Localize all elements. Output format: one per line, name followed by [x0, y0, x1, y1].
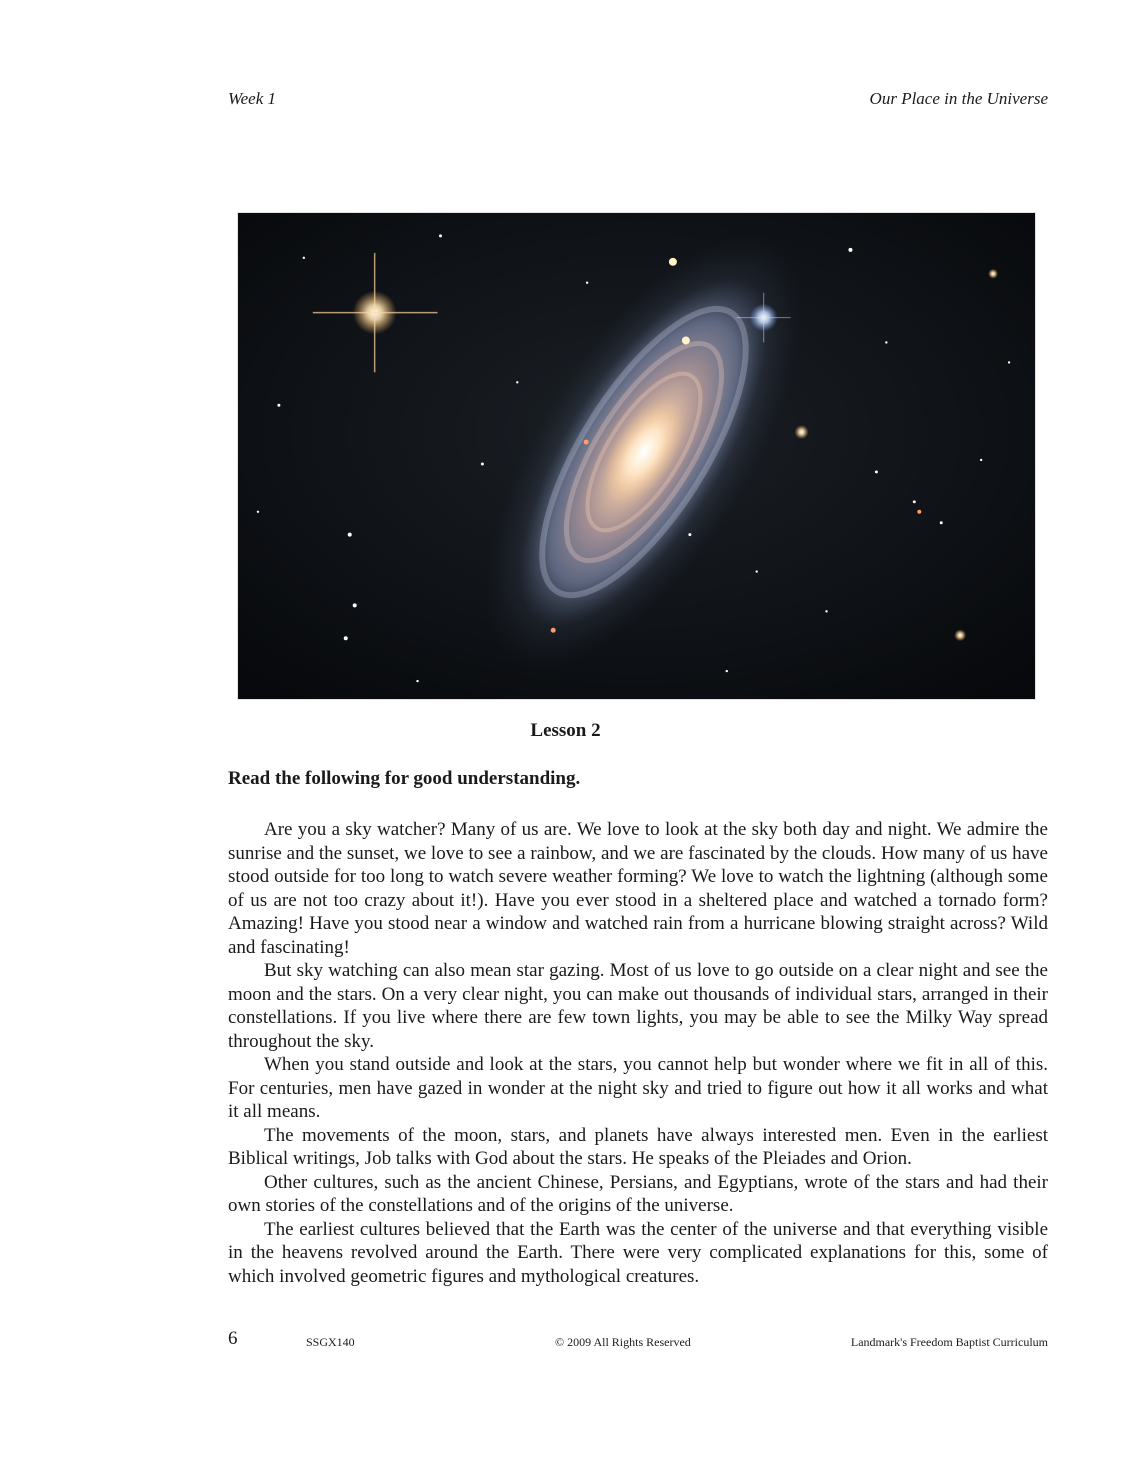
paragraph: The movements of the moon, stars, and planets have always interested men. Even in the earliest Biblical writings, Job talks with God about the stars. He speaks of the Pleiades and Orion. — [228, 1124, 1048, 1169]
spiral-galaxy-icon — [238, 213, 1035, 699]
course-code: SSGX140 — [306, 1335, 355, 1349]
publisher: Landmark's Freedom Baptist Curriculum — [850, 1335, 1048, 1349]
paragraph: The earliest cultures believed that the Earth was the center of the universe and that everything visible in the heavens revolved around the Earth. There were very complicated explanations for this, some of which involved geometric figures and mythological creatures. — [228, 1218, 1048, 1287]
paragraph: When you stand outside and look at the stars, you cannot help but wonder where we fit in all of this. For centuries, men have gazed in wonder at the night sky and tried to figure out how it all works and what it all means. — [228, 1054, 1048, 1122]
running-header-week: Week 1 — [228, 89, 276, 108]
lesson-title: Lesson 2 — [530, 720, 601, 741]
paragraph: But sky watching can also mean star gazing. Most of us love to go outside on a clear night and see the moon and the stars. On a very clear night, you can make out thousands of individual stars, arranged in their constellations. If you live where there are few town lights, you may be able to see the Milky Way spread throughout the sky. — [228, 960, 1048, 1052]
galaxy-photo — [237, 212, 1036, 700]
reading-instruction: Read the following for good understanding. — [228, 768, 581, 789]
page-number: 6 — [228, 1328, 238, 1349]
copyright: © 2009 All Rights Reserved — [555, 1335, 691, 1349]
running-header-title: Our Place in the Universe — [869, 89, 1048, 108]
lesson-body — [228, 818, 1048, 1288]
paragraph: Are you a sky watcher? Many of us are. We love to look at the sky both day and night. We admire the sunrise and the sunset, we love to see a rainbow, and we are fascinated by the clouds. How many of us have stood outside for too long to watch severe weather forming? We love to watch the lightning (although some of us are not too crazy about it!). Have you ever stood in a sheltered place and watched a tornado form? Amazing! Have you stood near a window and watched rain from a hurricane blowing straight across? Wild and fascinating! — [228, 819, 1048, 958]
paragraph: Other cultures, such as the ancient Chinese, Persians, and Egyptians, wrote of the stars and had their own stories of the constellations and of the origins of the universe. — [228, 1171, 1048, 1216]
